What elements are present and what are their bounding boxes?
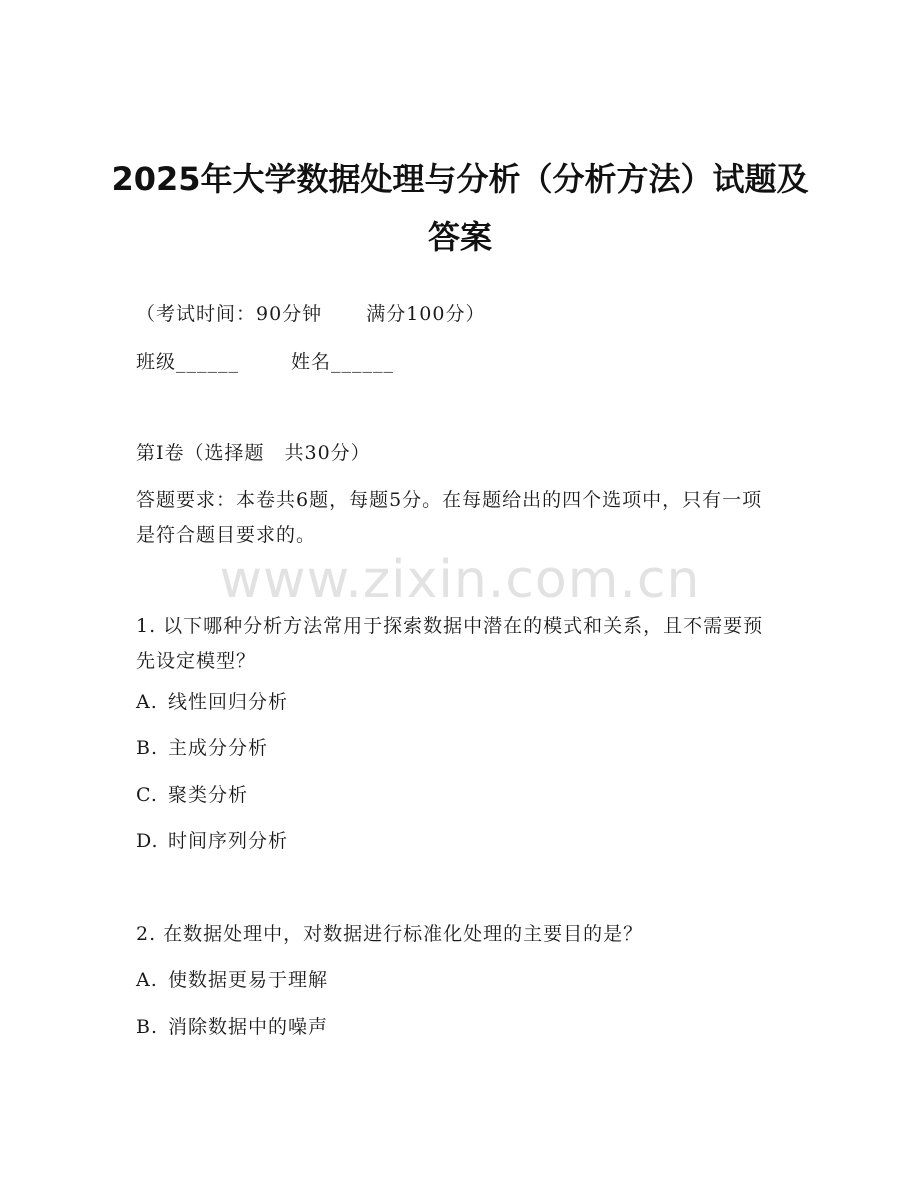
option-letter: D. — [136, 830, 159, 852]
question-2-stem: 2. 在数据处理中，对数据进行标准化处理的主要目的是？ — [136, 923, 644, 945]
exam-info — [136, 300, 485, 328]
exam-score: 满分100分） — [366, 303, 486, 325]
student-fields — [136, 348, 394, 376]
watermark: www.zixin.com.cn — [219, 550, 701, 610]
option-text: 时间序列分析 — [168, 830, 289, 852]
question-1-option-b — [136, 734, 268, 762]
option-letter: B. — [136, 737, 159, 759]
question-1-option-a — [136, 688, 288, 716]
section-heading: 第I卷（选择题 共30分） — [136, 442, 371, 464]
question-1-stem: 1. 以下哪种分析方法常用于探索数据中潜在的模式和关系，且不需要预先设定模型？ — [136, 615, 764, 672]
option-text: 消除数据中的噪声 — [168, 1016, 329, 1038]
option-text: 聚类分析 — [168, 784, 249, 806]
option-text: 使数据更易于理解 — [168, 969, 329, 991]
question-1-option-d — [136, 827, 288, 855]
option-text: 主成分分析 — [168, 737, 269, 759]
option-letter: A. — [136, 691, 158, 713]
option-text: 线性回归分析 — [168, 691, 289, 713]
question-1-option-c — [136, 781, 248, 809]
exam-time: （考试时间：90分钟 — [136, 303, 323, 325]
page-title: 2025年大学数据处理与分析（分析方法）试题及答案 — [111, 160, 809, 256]
option-letter: A. — [136, 969, 158, 991]
section-instructions: 答题要求：本卷共6题，每题5分。在每题给出的四个选项中，只有一项是符合题目要求的。 — [136, 489, 763, 546]
option-letter: C. — [136, 784, 158, 806]
question-2-option-b — [136, 1013, 328, 1041]
class-field: 班级______ — [136, 351, 240, 373]
name-field: 姓名______ — [291, 351, 395, 373]
question-2-option-a — [136, 966, 328, 994]
option-letter: B. — [136, 1016, 159, 1038]
